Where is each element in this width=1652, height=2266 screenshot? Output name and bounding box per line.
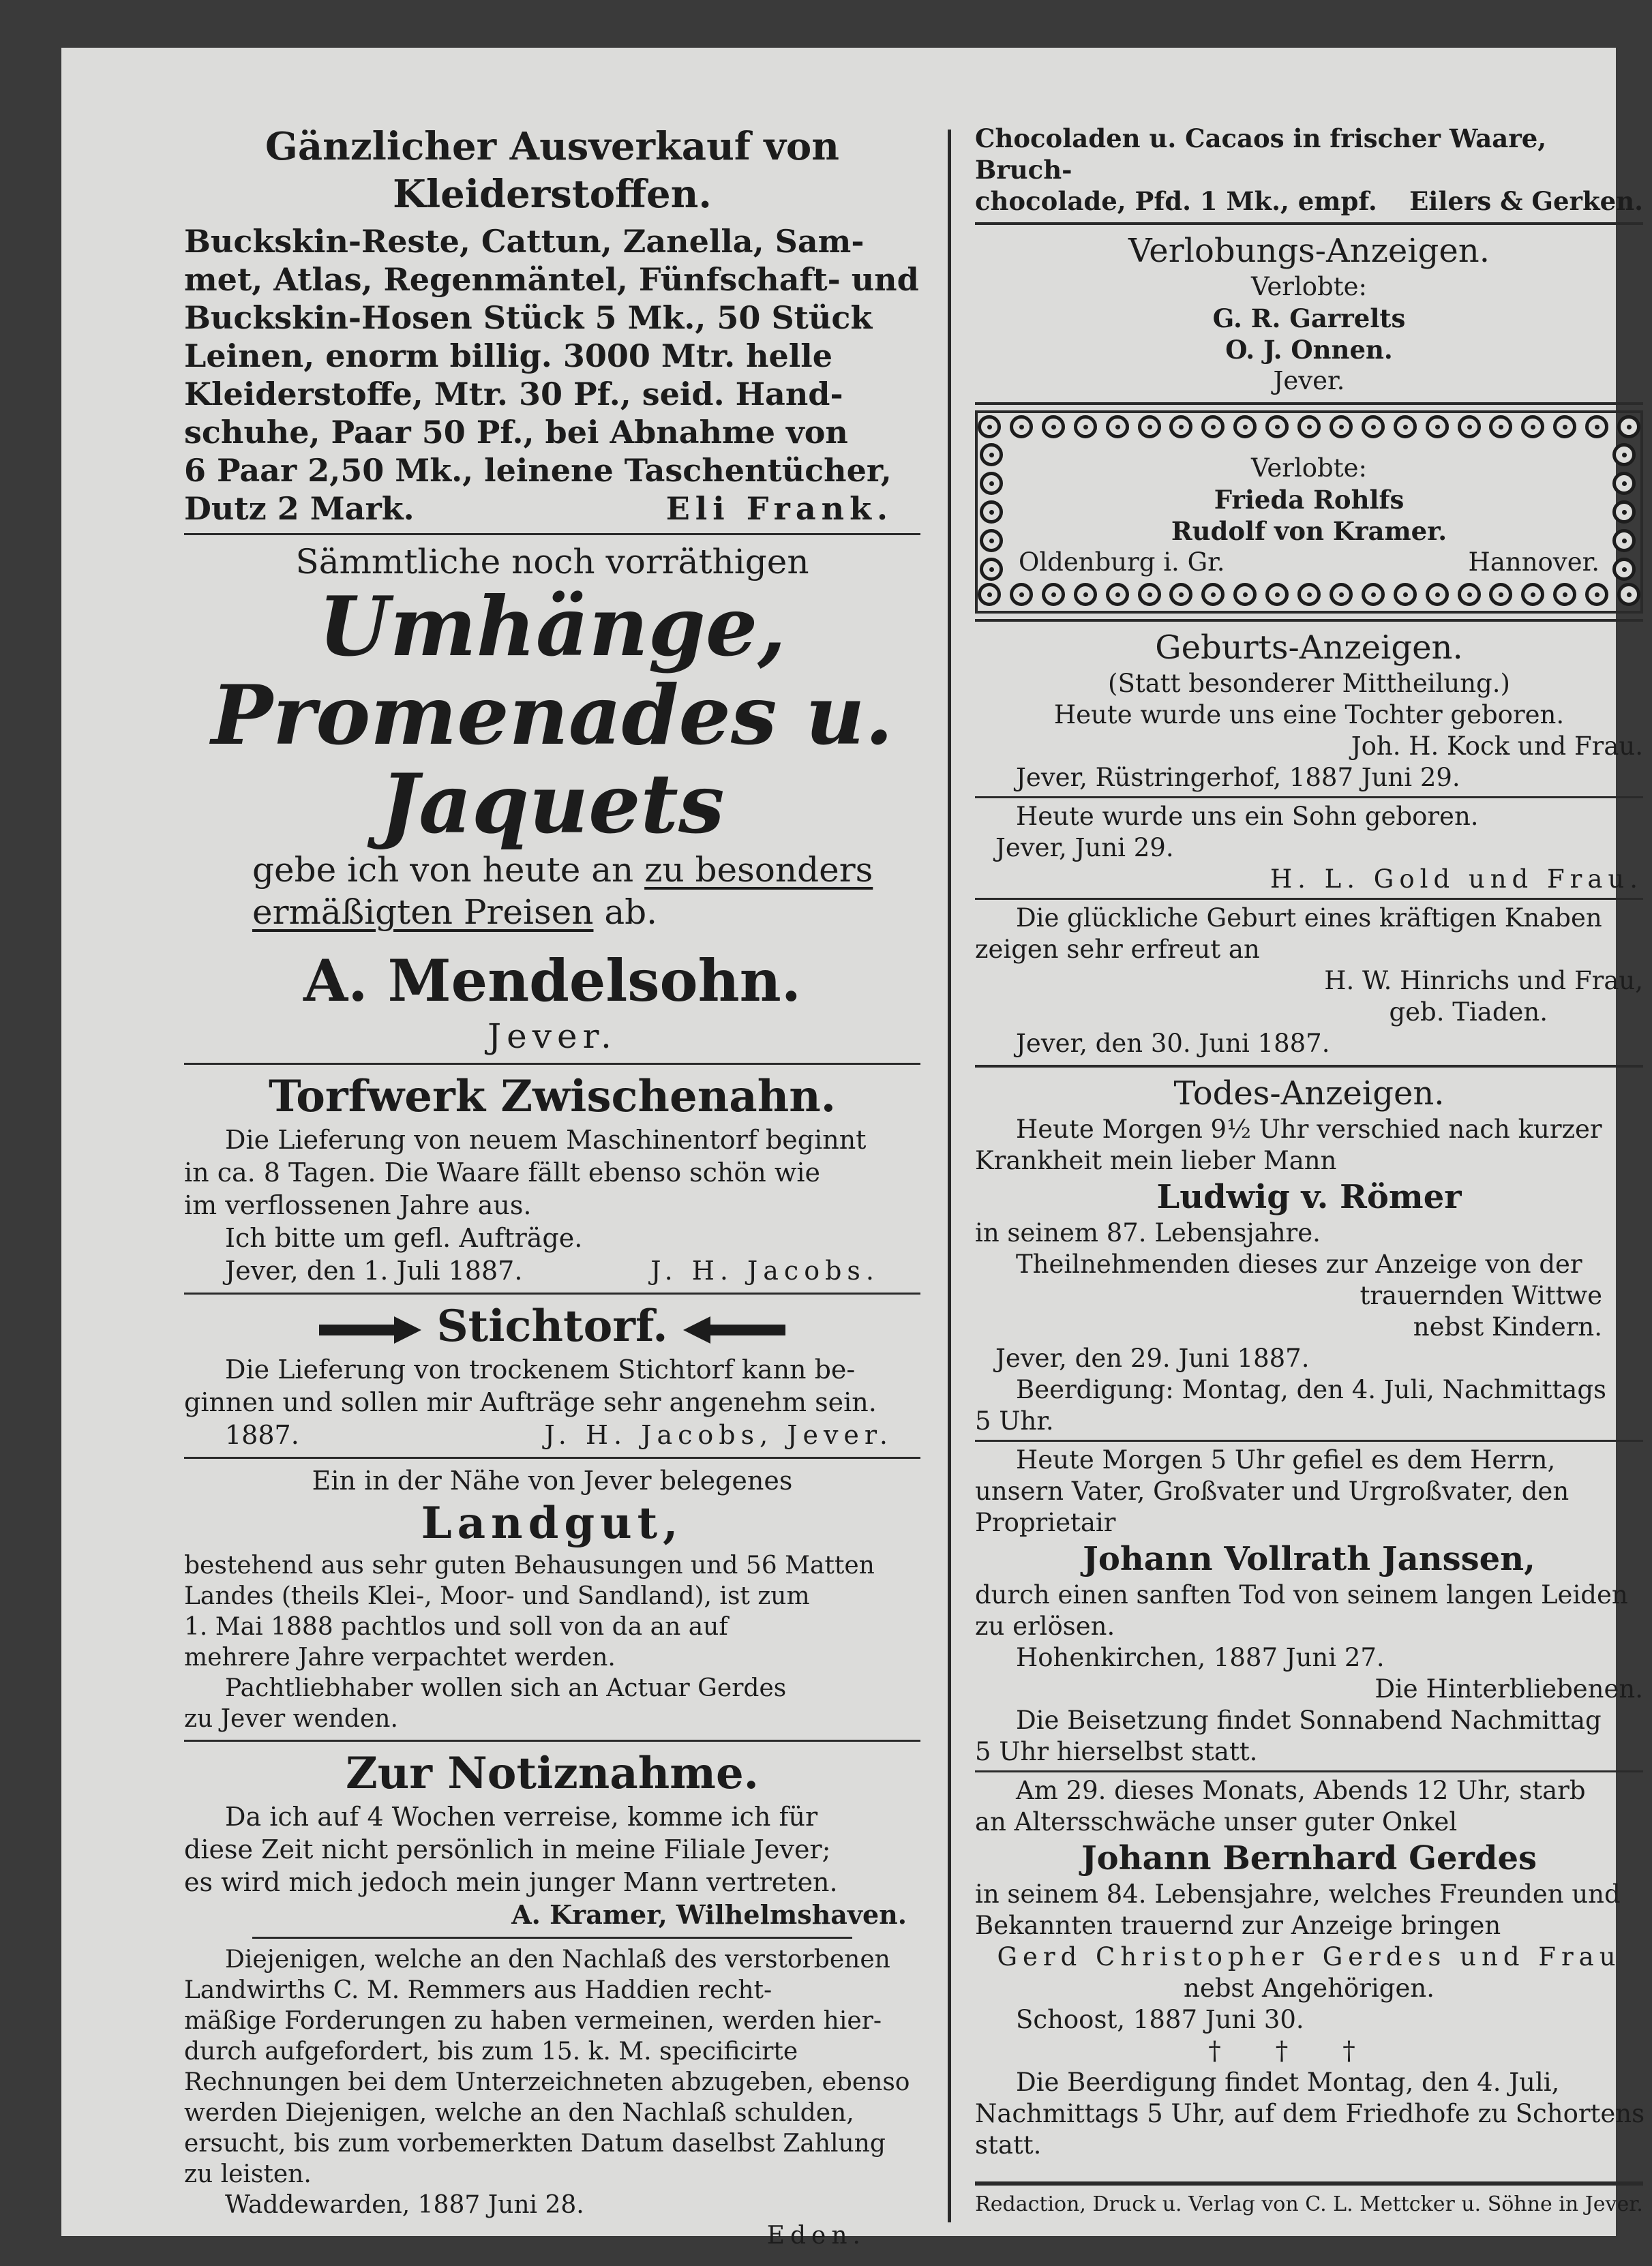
ad-mendelsohn	[184, 541, 920, 1057]
frame-dot	[1074, 583, 1097, 606]
ad-nachlass-line: werden Diejenigen, welche an den Nachlaß schulden,	[184, 2099, 854, 2127]
frame-dot	[1042, 583, 1065, 606]
todes-c-burial-2: Nachmittags 5 Uhr, auf dem Friedhofe zu Schortens	[975, 2099, 1645, 2128]
divider	[184, 1063, 920, 1065]
frame-dot	[1426, 583, 1449, 606]
verlobung-2-name-1: Frieda Rohlfs	[1214, 485, 1405, 515]
frame-dot	[1042, 415, 1065, 438]
ad-ausverkauf	[184, 123, 920, 528]
frame-dot	[980, 558, 1003, 581]
geburt-b-text: Heute wurde uns ein Sohn geboren.	[1016, 802, 1479, 831]
ad-stichtorf-line: Die Lieferung von trockenem Stichtorf kann be-	[225, 1355, 856, 1385]
frame-dot	[1612, 558, 1636, 581]
frame-dot	[1553, 415, 1576, 438]
todes-b-text: zu erlösen.	[975, 1612, 1115, 1641]
ad-ausverkauf-signature: Eli Frank.	[665, 490, 893, 527]
ad-mendelsohn-intro: Sämmtliche noch vorräthigen	[295, 542, 809, 581]
dotted-border-bottom	[978, 581, 1640, 611]
frame-dot	[1297, 415, 1321, 438]
frame-dot	[1612, 443, 1636, 466]
ad-torfwerk-request: Ich bitte um gefl. Aufträge.	[225, 1223, 583, 1253]
ad-torfwerk-line: im verflossenen Jahre aus.	[184, 1190, 532, 1220]
frame-dot	[1106, 415, 1129, 438]
ad-landgut-title: Landgut,	[421, 1498, 684, 1549]
ad-ausverkauf-line: Buckskin-Hosen Stück 5 Mk., 50 Stück	[184, 299, 873, 336]
todes-c-signature: Gerd Christopher Gerdes und Frau	[997, 1942, 1621, 1972]
section-verlobung-title: Verlobungs-Anzeigen.	[1128, 232, 1490, 270]
pointing-hand-right-icon	[319, 1316, 421, 1344]
frame-dot	[1265, 583, 1289, 606]
todes-b-text: unsern Vater, Großvater und Urgroßvater, den	[975, 1477, 1570, 1506]
ad-stichtorf-signature: J. H. Jacobs, Jever.	[544, 1420, 893, 1450]
todes-a-burial-2: 5 Uhr.	[975, 1406, 1054, 1436]
ad-notiznahme-line: es wird mich jedoch mein junger Mann vertreten.	[184, 1867, 838, 1897]
todes-b-text: Proprietair	[975, 1508, 1116, 1537]
verlobung-2-place-right: Hannover.	[1468, 547, 1600, 577]
divider	[975, 1770, 1643, 1772]
todes-c-date: Schoost, 1887 Juni 30.	[1016, 2005, 1304, 2034]
ad-torfwerk-signature: J. H. Jacobs.	[650, 1256, 880, 1286]
todes-a-signature: trauernden Wittwe	[1360, 1281, 1602, 1310]
ad-mendelsohn-text: gebe ich von heute an	[252, 850, 645, 890]
frame-dot	[1106, 583, 1129, 606]
todes-b-burial: Die Beisetzung findet Sonnabend Nachmittag	[1016, 1706, 1602, 1735]
ad-landgut-intro: Ein in der Nähe von Jever belegenes	[312, 1466, 793, 1496]
frame-dot	[1362, 583, 1385, 606]
section-verlobung	[975, 230, 1643, 397]
divider	[975, 1440, 1643, 1442]
todes-b-date: Hohenkirchen, 1887 Juni 27.	[1016, 1643, 1385, 1672]
ad-stichtorf-line: ginnen und sollen mir Aufträge sehr angenehm sein.	[184, 1387, 877, 1417]
todes-a-signature-2: nebst Kindern.	[1413, 1312, 1602, 1342]
newspaper-page	[61, 48, 1645, 2250]
divider	[184, 1293, 920, 1295]
divider	[184, 533, 920, 535]
ad-torfwerk-date: Jever, den 1. Juli 1887.	[225, 1256, 523, 1286]
todes-c-burial-3: statt.	[975, 2130, 1042, 2160]
todes-c-text: Bekannten trauernd zur Anzeige bringen	[975, 1911, 1501, 1940]
section-todes-title: Todes-Anzeigen.	[1173, 1074, 1445, 1113]
ad-mendelsohn-headline-2: Promenades u.	[211, 667, 894, 764]
ad-torfwerk-line: Die Lieferung von neuem Maschinentorf beginnt	[225, 1125, 867, 1155]
todes-a-text: Krankheit mein lieber Mann	[975, 1146, 1337, 1175]
dotted-border-top	[978, 413, 1640, 443]
frame-dot	[1265, 415, 1289, 438]
frame-dot	[1612, 500, 1636, 524]
ad-mendelsohn-name: A. Mendelsohn.	[303, 947, 801, 1014]
frame-dot	[1233, 583, 1257, 606]
ad-mendelsohn-headline-1: Umhänge,	[318, 579, 786, 675]
ad-landgut-line: Pachtliebhaber wollen sich an Actuar Gerdes	[225, 1674, 787, 1702]
ad-mendelsohn-place: Jever.	[487, 1016, 617, 1056]
ad-landgut-line: Landes (theils Klei-, Moor- und Sandland), ist zum	[184, 1582, 810, 1610]
ad-nachlass-line: Diejenigen, welche an den Nachlaß des verstorbenen	[225, 1946, 890, 1974]
frame-dot	[1138, 415, 1161, 438]
geburt-b-date: Jever, Juni 29.	[995, 833, 1174, 862]
frame-dot	[1585, 415, 1608, 438]
frame-dot	[1489, 415, 1512, 438]
ad-torfwerk-line: in ca. 8 Tagen. Die Waare fällt ebenso schön wie	[184, 1158, 821, 1188]
frame-dot	[1521, 583, 1544, 606]
todes-c-text: in seinem 84. Lebensjahre, welches Freunden und	[975, 1879, 1621, 1909]
geburt-a-text: Heute wurde uns eine Tochter geboren.	[1053, 700, 1565, 729]
ad-chocolade-signature: Eilers & Gerken.	[1409, 186, 1643, 216]
geburt-a-date: Jever, Rüstringerhof, 1887 Juni 29.	[1016, 763, 1460, 792]
section-todes	[975, 1073, 1643, 2161]
divider	[184, 1457, 920, 1459]
ad-mendelsohn-text-underlined: ermäßigten Preisen	[252, 892, 594, 932]
ad-ausverkauf-line: Leinen, enorm billig. 3000 Mtr. helle	[184, 337, 833, 374]
verlobung-decorative-frame	[975, 410, 1643, 614]
todes-c-name: Johann Bernhard Gerdes	[1081, 1839, 1537, 1877]
divider	[975, 796, 1643, 798]
frame-dot	[1458, 415, 1481, 438]
ad-nachlass-line: zu leisten.	[184, 2160, 312, 2188]
geburt-b-signature: H. L. Gold und Frau.	[1270, 864, 1643, 894]
todes-b-text: durch einen sanften Tod von seinem langen Leiden	[975, 1580, 1628, 1610]
frame-dot	[1074, 415, 1097, 438]
todes-a-burial: Beerdigung: Montag, den 4. Juli, Nachmittags	[1016, 1375, 1607, 1404]
frame-dot	[1612, 529, 1636, 552]
frame-dot	[980, 443, 1003, 466]
verlobung-2-name-2: Rudolf von Kramer.	[1171, 516, 1447, 546]
frame-dot	[978, 415, 1001, 438]
ad-nachlass-date: Waddewarden, 1887 Juni 28.	[225, 2191, 584, 2219]
right-column	[975, 123, 1643, 2218]
geburt-c-signature: H. W. Hinrichs und Frau,	[1324, 966, 1643, 995]
ad-landgut-line: bestehend aus sehr guten Behausungen und 56 Matten	[184, 1552, 875, 1580]
ad-chocolade-line-1: Chocoladen u. Cacaos in frischer Waare, Bruch-	[975, 123, 1547, 185]
todes-c-text: Am 29. dieses Monats, Abends 12 Uhr, starb	[1016, 1776, 1586, 1805]
frame-dot	[1297, 583, 1321, 606]
divider	[184, 1740, 920, 1742]
ad-mendelsohn-text: ab.	[593, 892, 658, 932]
frame-dot	[1394, 415, 1417, 438]
ad-notiznahme-signature: A. Kramer, Wilhelmshaven.	[511, 1899, 907, 1930]
frame-dot	[1010, 415, 1033, 438]
ad-nachlass-line: Rechnungen bei dem Unterzeichneten abzugeben, ebenso	[184, 2068, 910, 2096]
verlobung-2-place-left: Oldenburg i. Gr.	[1019, 547, 1225, 577]
ad-nachlass-line: mäßige Forderungen zu haben vermeinen, werden hier-	[184, 2007, 882, 2035]
todes-c-text: an Altersschwäche unser guter Onkel	[975, 1807, 1458, 1837]
geburt-c-date: Jever, den 30. Juni 1887.	[1016, 1029, 1330, 1058]
divider	[975, 1065, 1643, 1068]
frame-dot	[1233, 415, 1257, 438]
ad-ausverkauf-line: schuhe, Paar 50 Pf., bei Abnahme von	[184, 414, 848, 451]
cross-icons: †††	[1208, 2036, 1410, 2066]
geburt-c-signature-2: geb. Tiaden.	[1389, 997, 1548, 1027]
left-column	[184, 123, 920, 2251]
verlobung-name-1: G. R. Garrelts	[1212, 303, 1406, 333]
ad-stichtorf-date: 1887.	[225, 1420, 299, 1450]
divider	[975, 402, 1643, 405]
column-divider	[948, 130, 951, 2222]
ad-ausverkauf-line: met, Atlas, Regenmäntel, Fünfschaft- und	[184, 261, 919, 298]
divider	[975, 619, 1643, 622]
todes-a-text: Heute Morgen 9½ Uhr verschied nach kurzer	[1016, 1115, 1602, 1144]
geburt-a-signature: Joh. H. Kock und Frau.	[1351, 731, 1643, 761]
ad-landgut-line: 1. Mai 1888 pachtlos und soll von da an auf	[184, 1613, 728, 1641]
ad-nachlass-line: ersucht, bis zum vorbemerkten Datum daselbst Zahlung	[184, 2130, 886, 2158]
ad-notiznahme-line: Da ich auf 4 Wochen verreise, komme ich für	[225, 1802, 818, 1832]
todes-a-date: Jever, den 29. Juni 1887.	[995, 1344, 1310, 1373]
frame-dot	[1612, 472, 1636, 495]
ad-mendelsohn-text-underlined: zu besonders	[644, 850, 873, 890]
frame-dot	[1138, 583, 1161, 606]
geburt-subtitle: (Statt besonderer Mittheilung.)	[1108, 669, 1510, 698]
ad-nachlass-signature: Eden.	[766, 2222, 866, 2250]
ad-chocolade-line-2: chocolade, Pfd. 1 Mk., empf.	[975, 186, 1377, 216]
ad-landgut-line: mehrere Jahre verpachtet werden.	[184, 1644, 616, 1672]
ad-ausverkauf-title-1: Gänzlicher Ausverkauf von	[265, 124, 839, 169]
frame-dot	[1426, 415, 1449, 438]
frame-dot	[1585, 583, 1608, 606]
ad-mendelsohn-headline-3: Jaquets	[380, 756, 725, 852]
todes-b-signature: Die Hinterbliebenen.	[1375, 1674, 1643, 1704]
ad-ausverkauf-line: Kleiderstoffe, Mtr. 30 Pf., seid. Hand-	[184, 376, 843, 412]
ad-notiznahme-title: Zur Notiznahme.	[346, 1748, 759, 1799]
frame-dot	[1553, 583, 1576, 606]
todes-b-burial-2: 5 Uhr hierselbst statt.	[975, 1737, 1258, 1766]
verlobung-name-2: O. J. Onnen.	[1225, 335, 1393, 365]
ad-notiznahme	[184, 1747, 920, 1931]
ad-torfwerk-title: Torfwerk Zwischenahn.	[268, 1071, 837, 1122]
ad-ausverkauf-line: 6 Paar 2,50 Mk., leinene Taschentücher,	[184, 452, 892, 489]
ad-notiznahme-line: diese Zeit nicht persönlich in meine Filiale Jever;	[184, 1834, 831, 1864]
dotted-border-right	[1610, 443, 1640, 581]
verlobung-label: Verlobte:	[1251, 272, 1367, 301]
frame-dot	[1617, 583, 1640, 606]
frame-dot	[978, 583, 1001, 606]
frame-dot	[1201, 415, 1225, 438]
frame-dot	[1394, 583, 1417, 606]
todes-a-text: in seinem 87. Lebensjahre.	[975, 1218, 1321, 1248]
frame-dot	[1330, 415, 1353, 438]
todes-b-name: Johann Vollrath Janssen,	[1083, 1540, 1535, 1578]
frame-dot	[980, 529, 1003, 552]
divider	[252, 1937, 852, 1939]
ad-landgut-line: zu Jever wenden.	[184, 1705, 398, 1733]
divider	[975, 222, 1643, 225]
geburt-c-text-1: Die glückliche Geburt eines kräftigen Knaben	[1016, 903, 1602, 933]
frame-dot	[1521, 415, 1544, 438]
frame-dot	[1169, 415, 1192, 438]
frame-dot	[1010, 583, 1033, 606]
ad-landgut	[184, 1464, 920, 1734]
todes-c-signature-2: nebst Angehörigen.	[1184, 1974, 1435, 2003]
frame-dot	[1330, 583, 1353, 606]
ad-ausverkauf-price: Dutz 2 Mark.	[184, 490, 415, 527]
ad-stichtorf	[184, 1300, 920, 1451]
frame-dot	[1169, 583, 1192, 606]
frame-dot	[980, 500, 1003, 524]
frame-dot	[1617, 415, 1640, 438]
todes-b-text: Heute Morgen 5 Uhr gefiel es dem Herrn,	[1016, 1445, 1556, 1475]
ad-nachlass-line: durch aufgefordert, bis zum 15. k. M. specificirte	[184, 2038, 798, 2066]
frame-dot	[980, 472, 1003, 495]
frame-dot	[1362, 415, 1385, 438]
pointing-hand-left-icon	[683, 1316, 785, 1344]
ad-stichtorf-title: Stichtorf.	[436, 1301, 668, 1352]
divider	[975, 898, 1643, 900]
frame-dot	[1458, 583, 1481, 606]
imprint: Redaction, Druck u. Verlag von C. L. Mettcker u. Söhne in Jever.	[975, 2192, 1643, 2216]
todes-a-name: Ludwig v. Römer	[1156, 1178, 1462, 1216]
frame-dot	[1201, 583, 1225, 606]
dotted-border-left	[978, 443, 1008, 581]
divider	[975, 2181, 1643, 2186]
verlobung-2-label: Verlobte:	[1251, 453, 1367, 483]
verlobung-place: Jever.	[1273, 366, 1345, 395]
todes-a-text: Theilnehmenden dieses zur Anzeige von der	[1016, 1250, 1582, 1279]
ad-ausverkauf-line: Buckskin-Reste, Cattun, Zanella, Sam-	[184, 223, 865, 260]
ad-nachlass-line: Landwirths C. M. Remmers aus Haddien recht-	[184, 1976, 772, 2004]
section-geburt-title: Geburts-Anzeigen.	[1155, 629, 1463, 667]
ad-torfwerk	[184, 1070, 920, 1287]
ad-nachlass	[184, 1944, 920, 2251]
section-geburt	[975, 627, 1643, 1059]
frame-dot	[1489, 583, 1512, 606]
ad-chocolade	[975, 123, 1643, 217]
todes-c-burial: Die Beerdigung findet Montag, den 4. Juli,	[1016, 2068, 1560, 2097]
geburt-c-text-2: zeigen sehr erfreut an	[975, 935, 1260, 964]
ad-ausverkauf-title-2: Kleiderstoffen.	[393, 172, 712, 217]
